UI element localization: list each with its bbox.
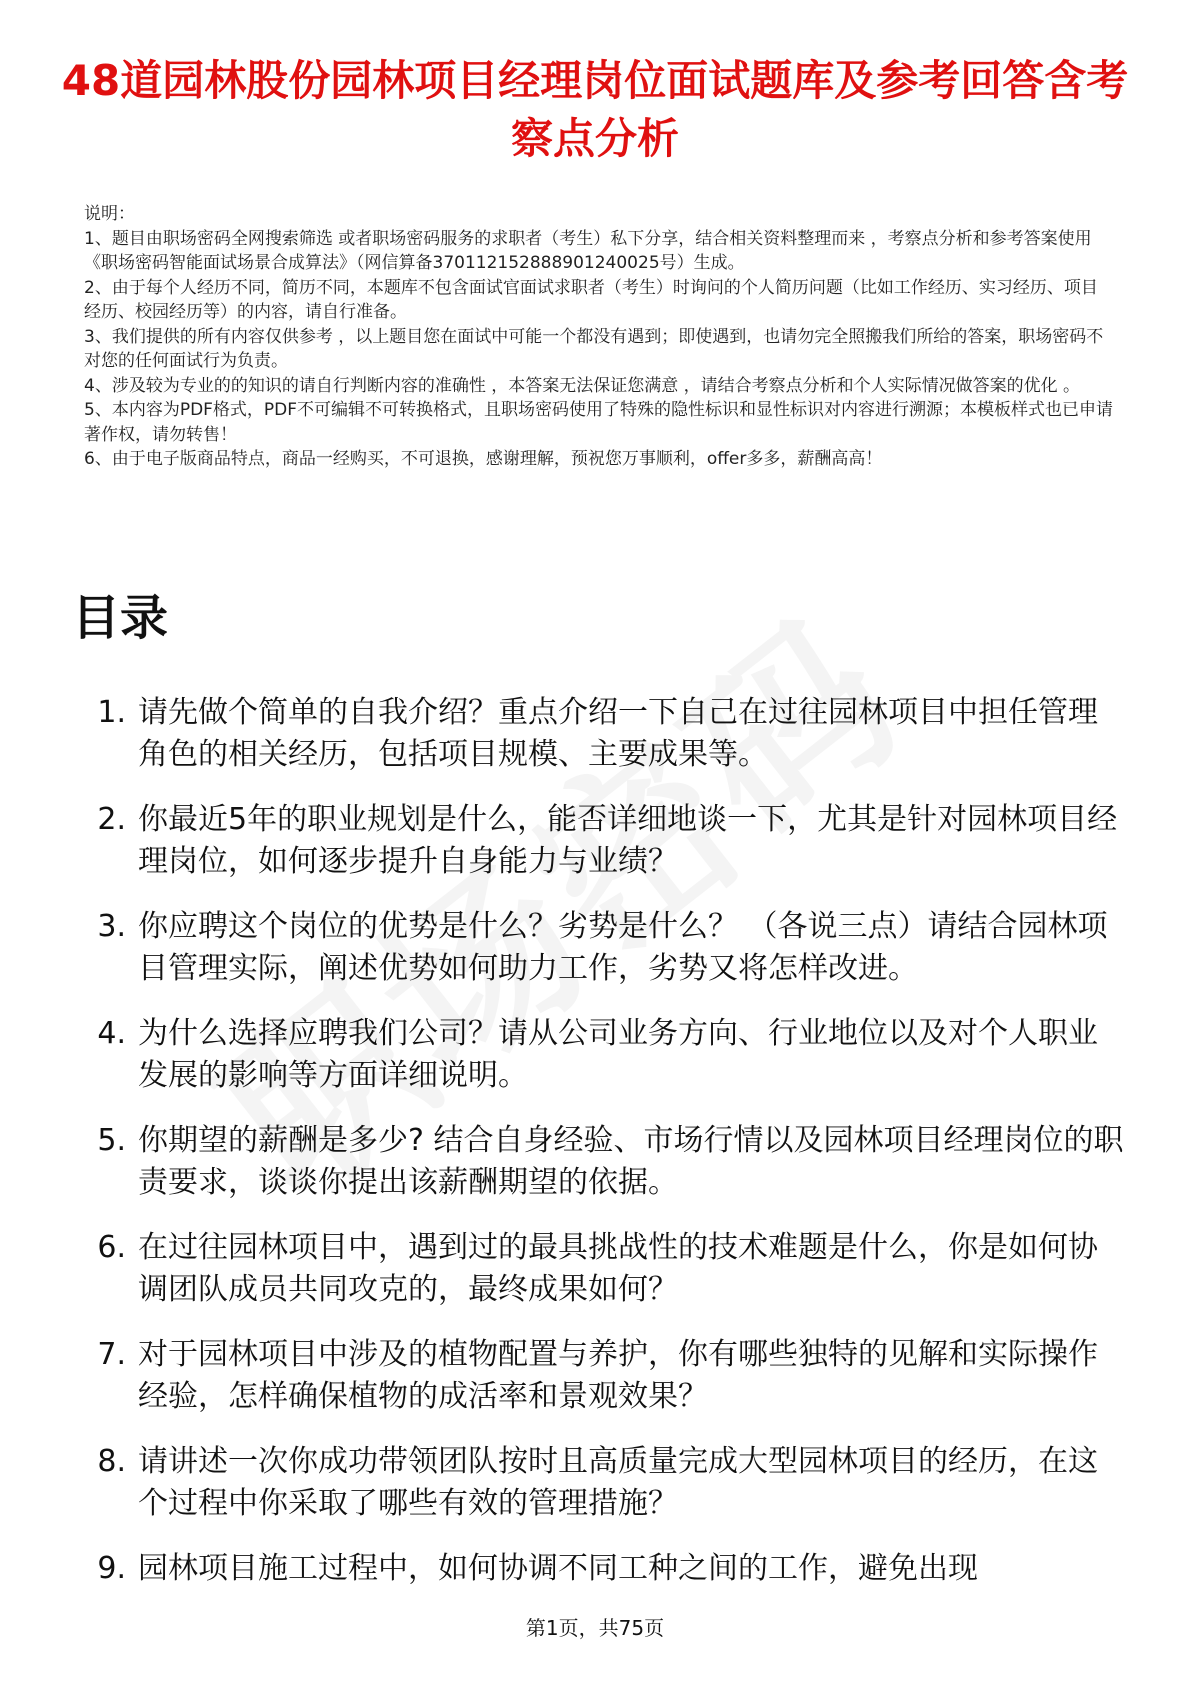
toc-item[interactable] bbox=[72, 1013, 1127, 1097]
toc-item-text: 请先做个简单的自我介绍？重点介绍一下自己在过往园林项目中担任管理角色的相关经历，包括项目规模、主要成果等。 bbox=[138, 695, 1098, 772]
toc-item[interactable] bbox=[72, 906, 1127, 990]
toc-item-number: 3. bbox=[97, 909, 126, 944]
toc-item-text: 你期望的薪酬是多少? 结合自身经验、市场行情以及园林项目经理岗位的职责要求，谈谈你提出该薪酬期望的依据。 bbox=[138, 1123, 1124, 1200]
notes-label: 说明： bbox=[84, 204, 135, 224]
toc-item-number: 6. bbox=[97, 1230, 126, 1265]
toc-item-number: 9. bbox=[97, 1551, 126, 1586]
toc-item-text: 在过往园林项目中，遇到过的最具挑战性的技术难题是什么，你是如何协调团队成员共同攻克的，最终成果如何？ bbox=[138, 1230, 1098, 1307]
toc-item[interactable] bbox=[72, 799, 1127, 883]
toc-item-text: 园林项目施工过程中，如何协调不同工种之间的工作，避免出现 bbox=[138, 1551, 978, 1586]
toc-item-text: 为什么选择应聘我们公司？请从公司业务方向、行业地位以及对个人职业发展的影响等方面详细说明。 bbox=[138, 1016, 1098, 1093]
toc-item-text: 你应聘这个岗位的优势是什么？劣势是什么？ （各说三点）请结合园林项目管理实际，阐述优势如何助力工作，劣势又将怎样改进。 bbox=[138, 909, 1108, 986]
toc-item-text: 对于园林项目中涉及的植物配置与养护，你有哪些独特的见解和实际操作经验，怎样确保植物的成活率和景观效果？ bbox=[138, 1337, 1098, 1414]
toc-item[interactable] bbox=[72, 1548, 1127, 1590]
toc-item[interactable] bbox=[72, 1441, 1127, 1525]
page-title: 48道园林股份园林项目经理岗位面试题库及参考回答含考察点分析 bbox=[61, 56, 1129, 163]
toc-item-text: 请讲述一次你成功带领团队按时且高质量完成大型园林项目的经历，在这个过程中你采取了哪些有效的管理措施？ bbox=[138, 1444, 1098, 1521]
page-footer: 第1页，共75页 bbox=[525, 1616, 665, 1640]
toc-item-number: 8. bbox=[97, 1444, 126, 1479]
toc-item-number: 4. bbox=[97, 1016, 126, 1051]
notes-section bbox=[84, 202, 1114, 472]
note-item: 4、涉及较为专业的的知识的请自行判断内容的准确性 ，本答案无法保证您满意 ，请结合考察点分析和个人实际情况做答案的优化 。 bbox=[84, 375, 1081, 396]
toc-item-number: 5. bbox=[97, 1123, 126, 1158]
toc-heading: 目录 bbox=[72, 590, 169, 646]
note-item: 1、题目由职场密码全网搜索筛选 或者职场密码服务的求职者（考生）私下分享，结合相关资料整理而来 ，考察点分析和参考答案使用《职场密码智能面试场景合成算法》（网信算备370112152888901240025号）生成。 bbox=[84, 228, 1092, 273]
note-item: 5、本内容为PDF格式，PDF不可编辑不可转换格式，且职场密码使用了特殊的隐性标识和显性标识对内容进行溯源；本模板样式也已申请著作权，请勿转售！ bbox=[84, 400, 1114, 445]
toc-item[interactable] bbox=[72, 1334, 1127, 1418]
toc-item-number: 2. bbox=[97, 802, 126, 837]
toc-item[interactable] bbox=[72, 1120, 1127, 1204]
note-item: 3、我们提供的所有内容仅供参考 ，以上题目您在面试中可能一个都没有遇到；即使遇到，也请勿完全照搬我们所给的答案，职场密码不对您的任何面试行为负责。 bbox=[84, 326, 1104, 371]
toc-item-text: 你最近5年的职业规划是什么，能否详细地谈一下，尤其是针对园林项目经理岗位，如何逐步提升自身能力与业绩？ bbox=[138, 802, 1118, 879]
note-item: 2、由于每个人经历不同，简历不同，本题库不包含面试官面试求职者（考生）时询问的个人简历问题（比如工作经历、实习经历、项目经历、校园经历等）的内容，请自行准备。 bbox=[84, 277, 1098, 322]
toc-item-number: 1. bbox=[97, 695, 126, 730]
toc-list bbox=[72, 692, 1127, 1613]
note-item: 6、由于电子版商品特点，商品一经购买，不可退换，感谢理解，预祝您万事顺利，offer多多，薪酬高高！ bbox=[84, 449, 883, 469]
toc-item-number: 7. bbox=[97, 1337, 126, 1372]
toc-item[interactable] bbox=[72, 1227, 1127, 1311]
toc-item[interactable] bbox=[72, 692, 1127, 776]
